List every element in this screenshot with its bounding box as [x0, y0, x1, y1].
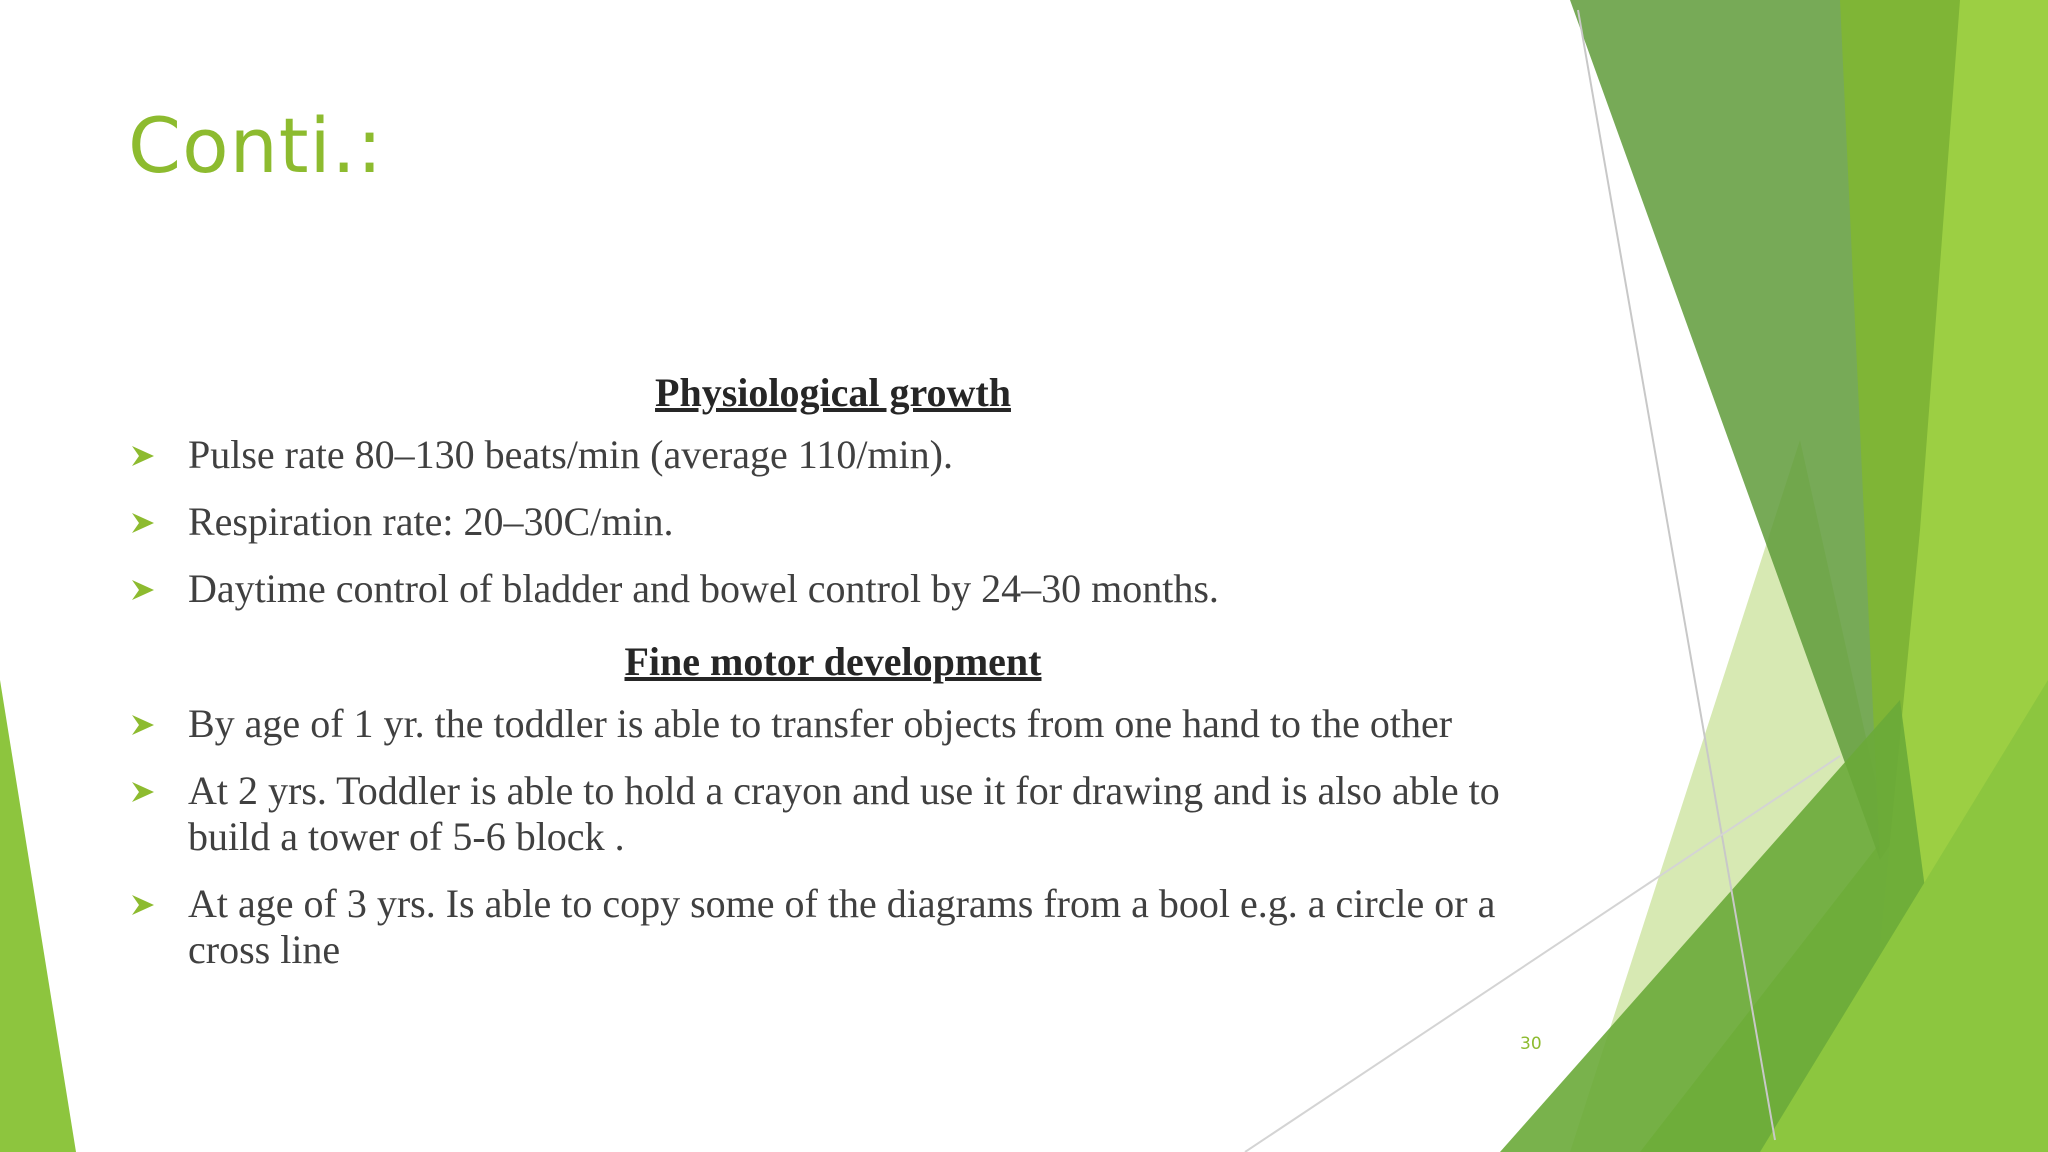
section-heading: Fine motor development	[624, 639, 1042, 684]
arrow-bullet-icon	[130, 510, 156, 536]
section-fine-motor-development	[128, 633, 1538, 973]
arrow-bullet-icon	[130, 577, 156, 603]
list-item	[128, 881, 1538, 973]
bullet-list	[128, 701, 1538, 973]
list-item	[128, 701, 1538, 747]
bullet-list	[128, 432, 1538, 612]
list-item-text: At age of 3 yrs. Is able to copy some of the diagrams from a bool e.g. a circle or a cross line	[188, 881, 1496, 972]
list-item-text: At 2 yrs. Toddler is able to hold a crayon and use it for drawing and is also able to build a tower of 5-6 block .	[188, 768, 1500, 859]
list-item	[128, 566, 1538, 612]
section-heading: Physiological growth	[655, 370, 1011, 415]
slide-content	[128, 364, 1538, 994]
left-green-sliver	[0, 680, 76, 1152]
arrow-bullet-icon	[130, 779, 156, 805]
page-number: 30	[1520, 1034, 1542, 1054]
list-item-text: Pulse rate 80–130 beats/min (average 110/min).	[188, 432, 953, 477]
arrow-bullet-icon	[130, 892, 156, 918]
slide-title: Conti.:	[128, 101, 384, 190]
list-item-text: By age of 1 yr. the toddler is able to transfer objects from one hand to the other	[188, 701, 1453, 746]
arrow-bullet-icon	[130, 712, 156, 738]
list-item	[128, 768, 1538, 860]
section-physiological-growth	[128, 364, 1538, 612]
list-item-text: Daytime control of bladder and bowel control by 24–30 months.	[188, 566, 1219, 611]
list-item	[128, 432, 1538, 478]
arrow-bullet-icon	[130, 443, 156, 469]
list-item	[128, 499, 1538, 545]
list-item-text: Respiration rate: 20–30C/min.	[188, 499, 674, 544]
